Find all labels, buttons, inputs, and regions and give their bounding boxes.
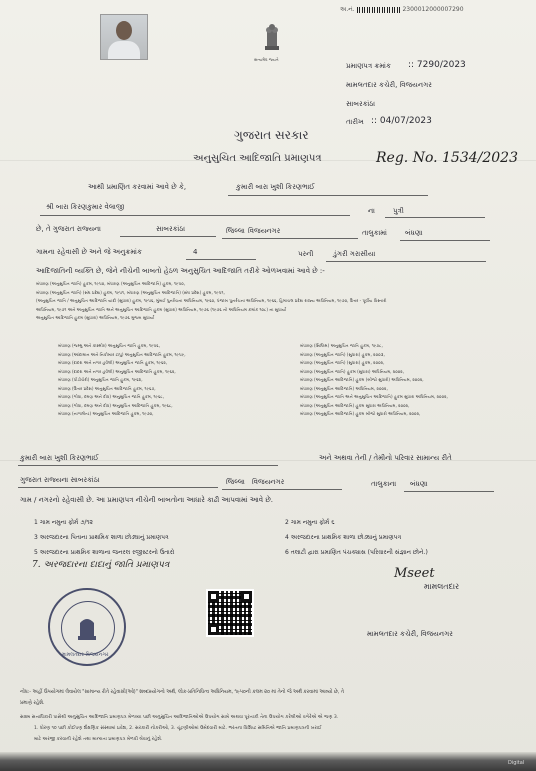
list-item: બંધારણ (અનુસુચિત જાતિ) (સંઘ પ્રદેશ) હુકમ, ૧૯૫૧, બંધારણ (અનુસુચિત આદિજાતિ) (સંઘ પ્રદેશ) હુકમ, ૧૯૫૧, (36, 289, 225, 295)
list-item: 1 ગામ નમુના ફોર્મ ૭/૧૨ (34, 519, 93, 526)
caste-label: પરની (298, 250, 314, 258)
officer-signature: Mseet (394, 566, 435, 581)
national-emblem-icon (262, 20, 282, 54)
seal-text: મામલતદાર વિજયનગર (62, 652, 109, 658)
certificate-number-label: પ્રમાણપત્ર ક્રમાંક (346, 62, 391, 70)
qr-code[interactable] (206, 589, 254, 637)
residence-statement: અને અથવા તેની / તેમીનો પરિવાર સામાન્ય રીતે (319, 454, 452, 462)
list-item: બંધારણ (અનુસુચિત આદિજાતિ) હુકમ બીજો સુધારો અધિનિયમ, ૨૦૦૨, (300, 411, 421, 416)
list-item: 5 અરજદારના પ્રાથમિક શાળાના જનરલ રજીસ્ટરનો ઉતારો (34, 549, 175, 556)
list-item: બંધારણ (અનુસુચિત આદિજાતિ) હુકમ (બીજો સુધારો) અધિનિયમ, ૨૦૦૨, (300, 377, 424, 382)
office-name: મામલતદાર કચેરી, વિજયનગર (346, 81, 432, 89)
official-seal (48, 588, 126, 666)
certify-intro: આથી પ્રમાણિત કરવામાં આવે છે કે, (88, 183, 187, 191)
government-title: ગુજરાત સરકાર (234, 128, 309, 142)
date-label: તારીખ (346, 118, 364, 126)
residence-taluka-label: તાલુકાના (371, 480, 397, 488)
emblem-caption: સત્યમેવ જયતે (254, 57, 279, 62)
serial-no: 4 (193, 248, 198, 256)
signatory-office: મામલતદાર કચેરી, વિજયનગર (367, 630, 453, 638)
list-item: બંધારણ (આંદામાન અને નિકોબાર ટાપુ) અનુસુચિત આદિજાતિ હુકમ, ૧૯૫૯, (58, 351, 186, 357)
evidence-left-list (34, 515, 174, 560)
evidence-statement: ગામ / નગરનો રહેવાસી છે. આ પ્રમાણપત્ર નીચેની બાબતોના આધારે કાઢી આપવામાં આવે છે. (20, 496, 273, 504)
list-item: 3 અરજદારના પિતાના પ્રાથમિક શાળા છોડ્યાનું પ્રમાણપત્ર (34, 534, 169, 541)
orders-left-column (58, 342, 186, 419)
list-item: બંધારણ (અનુસુચિત જાતિ) હુકમ, ૧૯૫૦, બંધારણ (અનુસુચિત આદિજાતિ) હુકમ, ૧૯૫૦, (36, 281, 186, 286)
list-item: બંધારણ (અનુસુચિત આદિજાતિ) અધિનિયમ, ૨૦૦૨, (300, 385, 388, 391)
list-item: બંધારણ (નાગાલેન્ડ) અનુસુચિત આદિજાતિ હુકમ, ૧૯૭૦, (58, 411, 154, 416)
relation: પુત્રી (393, 207, 404, 215)
footer-note: સક્ષમ સત્તાધિકારી પાસેથી અનુસુચિત આદિજાતિ પ્રમાણપત્ર મેળવ્યા પછી અનુસુચિત આદિજાતિઓએ ઉપયોગ સામે અથવા પૂરતાકી તેના ઉપયોગ કરેલીઓ વગેરેએ એ જણ 3. (20, 715, 339, 720)
residence-name: કુમારી બારા ખુશી કિરણભાઈ (20, 454, 99, 462)
serial-value: 2300012000007290 (402, 6, 464, 13)
village-name: બંધણા (405, 229, 423, 237)
taluka-name: વિજયનગર (248, 227, 281, 235)
list-item: બંધારણ (અનુસુચિત જાતિ) (સુધારા) હુકમ, ૨૦૦૩, (300, 351, 385, 357)
footer-note: 1. ધોરણ ૧૦ પછી કોઈપણ શૈક્ષણિક સંસ્થામાં પ્રવેશ, 2. સરકારી નોકરીઓ, 3. ચૂંટણીઓમાં ઉમેદવારી માટે. ભરતના વિશિષ્ટ સમિતિએ જાતિ પ્રમાણપત્રની ખરાઈ (34, 726, 322, 731)
meta-district: સાબરકાંઠા (346, 100, 376, 108)
list-item: બંધારણ (દાદરા અને નગર હવેલી) અનુસુચિત જાતિ હુકમ, ૧૯૬૨, (58, 360, 168, 365)
list-item: બંધારણ (અનુસુચિત જાતિ) (સુધારા) હુકમ, ૨૦૦૨, (300, 360, 385, 365)
registration-number: Reg. No. 1534/2023 (376, 150, 518, 166)
applicant-photo (100, 14, 148, 60)
district-label: જિલ્લા (226, 227, 245, 235)
list-item: બંધારણ (અનુસુચિત જાતિ) હુકમ (સુધારા) અધિનિયમ, ૨૦૦૨, (300, 368, 405, 374)
list-item: બંધારણ (ગોવા, દમણ અને દીવ) અનુસુચિત જાતિ હુકમ, ૧૯૬૮, (58, 394, 164, 399)
residence-state: ગુજરાત રાજ્યના સાબરકાંઠા (20, 476, 100, 484)
barcode-icon (357, 7, 401, 13)
list-item: અનુસુચિત આદિજાતિ હુકમ (સુધારા) અધિનિયમ, ૧૯૭૬ મુજબ સુધાર્યા (36, 315, 155, 320)
footer-note: નોંધ:- અહીં ઉપયોગમાં લેવાયેલ "સામાન્ય રીતે રહેવાસી(ઓ)" શબ્દપ્રયોગનો અર્થ, લોક-પ્રતિનિધિત્વ અધિનિયમ, ૧૯૫૦ની કલમ ૨૦ માં તેનો જે અર્થ કરવામાં આવ્યો છે, તે (20, 690, 344, 695)
list-item: (અનુસુચિત જાતિ / અનુસુચિત આદિજાતિ યાદી (સુધારા) હુકમ, ૧૯૫૬, મુંબઈ પુનર્રચના અધિનિયમ, ૧૯૬૦, પંજાબ પુનર્રચના અધિનિયમ, ૧૯૬૬, હિમાચલ પ્રદેશ રાજ્ય અધિનિયમ, ૧૯૭૦, ઉત્તર - પૂર્વીય વિસ્તારો (36, 298, 387, 303)
emblem-icon (76, 612, 98, 642)
list-item: બંધારણ (અનુસુચિત જાતિ અને અનુસુચિત આદિજાતિ) હુકમ સુધારા અધિનિયમ, ૨૦૦૨, (300, 394, 448, 399)
list-item: બંધારણ (દાદરા અને નગર હવેલી) અનુસુચિત આદિજાતિ હુકમ, ૧૯૬૨, (58, 368, 176, 374)
order-list (36, 280, 386, 323)
signatory-title: મામલતદાર (424, 582, 460, 591)
scan-edge (0, 752, 536, 771)
list-item: બંધારણ (સિક્કિમ) અનુસુચિત જાતિ હુકમ, ૧૯૭૮, (300, 343, 383, 348)
residence-village: બંધણા (410, 480, 428, 488)
list-item: બંધારણ (પોંડીચેરી) અનુસુચિત જાતિ હુકમ, ૧૯૬૪, (58, 377, 143, 382)
caste-name: ડુંગરી ગરાસીયા (333, 250, 376, 258)
footer-note: પ્રમાણે રહેશે. (20, 701, 45, 706)
orders-right-column (300, 342, 448, 419)
tribe-statement: આદિજાતિની વ્યક્તિ છે, જેને નીચેની બાબતો હેઠળ અનુસુચિત આદિજાતિ તરીકે ઓળખવામાં આવે છે :- (36, 267, 325, 275)
certificate-title: અનુસુચિત આદિજાતિ પ્રમાણપત્ર (193, 153, 322, 164)
footer-note: માટે અરજી કરવાની રહેશે તથા માન્યતા પ્રમાણપત્ર મેળવી લેવાનું રહેશે. (34, 737, 163, 742)
issue-date: :: 04/07/2023 (371, 116, 432, 126)
serial-number (340, 6, 464, 14)
taluka-label: તાલુકામાં (362, 229, 387, 237)
list-item: 6 તલાટી દ્વારા પ્રમાણિત પંચક્યાસ (પરિવારની સંજ્ઞાન છોને.) (285, 549, 428, 556)
handwritten-evidence: 7. અરજદારના દાદાનું જાતિ પ્રમાણપત્ર (32, 560, 170, 570)
relation-label: ના (368, 207, 375, 215)
state-label: છે, તે ગુજરાત રાજ્યના (36, 225, 101, 233)
district-name: સાબરકાંઠા (156, 225, 186, 233)
residence-taluka: વિજયનગર (252, 478, 285, 486)
list-item: અધિનિયમ, ૧૯૭૧ અને અનુસુચિત જાતિ અને અનુસુચિત આદિજાતિ હુકમ (સુધારા) અધિનિયમ, ૧૯૭૬ (૧૯૭૬ નો અધિનિયમ ક્રમાંક ૧૦૮) ના સુધાર્યા (36, 306, 287, 312)
list-item: 2 ગામ નમુના ફોર્મ ૬ (285, 519, 335, 526)
evidence-right-list (285, 515, 428, 560)
holder-name: કુમારી બારા ખુશી કિરણભાઈ (236, 183, 315, 191)
father-name: શ્રી બારા કિરણકુમાર વેલાજી (46, 203, 125, 211)
serial-label: અ.નં. (340, 6, 355, 13)
village-label: ગામના રહેવાસી છે અને જે અનુક્રમાંક (36, 248, 142, 256)
certificate-number: :: 7290/2023 (408, 60, 466, 70)
list-item: બંધારણ (જમ્મુ અને કાશ્મીર) અનુસુચિત જાતિ હુકમ, ૧૯૫૬, (58, 343, 160, 348)
residence-district-label: જિલ્લા (226, 478, 245, 486)
list-item: બંધારણ (ગોવા, દમણ અને દીવ) અનુસુચિત આદિજાતિ હુકમ, ૧૯૬૮, (58, 402, 173, 408)
list-item: 4 અરજદારના પ્રાથમિક શાળા છોડ્યાનું પ્રમાણપત્ર (285, 534, 402, 541)
list-item: બંધારણ (ઉત્તર પ્રદેશ) અનુસુચિત આદિજાતિ હુકમ, ૧૯૬૭, (58, 385, 156, 391)
list-item: બંધારણ (અનુસુચિત આદિજાતિ) હુકમ સુધારા અધિનિયમ, ૨૦૦૨, (300, 402, 410, 408)
scan-mark: Digital (508, 760, 525, 766)
